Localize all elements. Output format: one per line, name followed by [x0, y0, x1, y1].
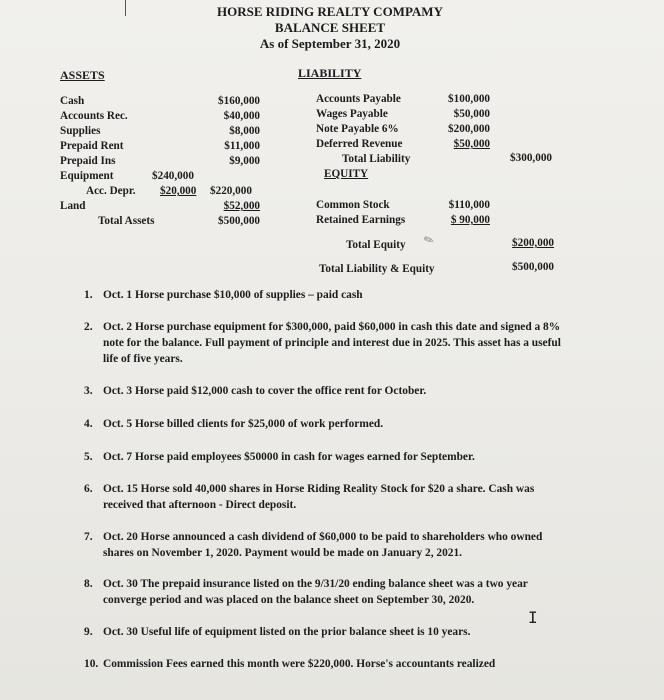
equipment-label: Equipment — [60, 170, 114, 182]
total-liability-equity-label: Total Liability & Equity — [319, 263, 435, 275]
total-liability-label: Total Liability — [342, 153, 411, 165]
common-stock-value: $110,000 — [448, 199, 490, 211]
acc-depr-value: $20,000 — [160, 185, 197, 197]
land-value: $52,000 — [223, 200, 260, 212]
pencil-icon: ✎ — [421, 231, 437, 249]
retained-earnings-value: $ 90,000 — [450, 214, 490, 226]
prepaid-ins-label: Prepaid Ins — [60, 155, 116, 167]
note-value: $200,000 — [448, 123, 490, 135]
retained-earnings-label: Retained Earnings — [316, 214, 406, 226]
prepaid-rent-label: Prepaid Rent — [60, 140, 124, 152]
prepaid-rent-value: $11,000 — [224, 140, 260, 152]
ap-value: $100,000 — [448, 93, 490, 105]
total-equity-label: Total Equity — [346, 239, 406, 251]
total-assets-value: $500,000 — [218, 215, 260, 227]
land-label: Land — [60, 200, 86, 212]
wages-label: Wages Payable — [316, 108, 388, 120]
supplies-value: $8,000 — [229, 125, 260, 137]
statement-date: As of September 31, 2020 — [259, 36, 401, 51]
note-label: Note Payable 6% — [316, 123, 399, 135]
company-name: HORSE RIDING REALTY COMPAMY — [217, 4, 443, 19]
ar-label: Accounts Rec. — [60, 110, 128, 122]
equipment-value: $240,000 — [152, 170, 194, 182]
common-stock-label: Common Stock — [316, 199, 390, 211]
cash-label: Cash — [60, 95, 85, 107]
text-cursor-icon: I — [528, 608, 538, 627]
assets-heading: ASSETS — [60, 68, 105, 82]
total-equity-value: $200,000 — [512, 237, 554, 249]
liability-heading: LIABILITY — [298, 66, 362, 80]
wages-value: $50,000 — [453, 108, 490, 120]
deferred-label: Deferred Revenue — [316, 138, 403, 150]
ap-label: Accounts Payable — [316, 93, 401, 105]
equity-heading: EQUITY — [324, 168, 369, 180]
total-liability-equity-value: $500,000 — [512, 261, 554, 273]
total-liability-value: $300,000 — [510, 152, 552, 164]
prepaid-ins-value: $9,000 — [229, 155, 260, 167]
deferred-value: $50,000 — [453, 138, 490, 150]
cash-value: $160,000 — [218, 95, 260, 107]
document-page: HORSE RIDING REALTY COMPAMY BALANCE SHEET As of September 31, 2020 ASSETS LIABILITY Cash Accounts Rec. Supplies Prepaid Rent Prepaid Ins Equipment Acc. Depr. Land Total Assets $160,000 $40,000 $8,000 $11,000 $9,000 $240,000 $20,000 $220,000 $52,000 $500,000 Accounts Payable Wages Payable Note Payable 6% Deferred Revenue Total Liability EQUITY $100,000 $50,000 $200,000 $50,000 $300,000 Common Stock Retained Earnings $110,000 $ 90,000 ✎ Total Equity $200,000 Total Liability & Equity $500,000 1. Oct. 1 Horse purchase $10,000 of supplies – paid cash 2. Oct. 2 Horse purchase equipment for $300,000, paid $60,000 in cash this date and signed a 8% note for the balance. Full payment of principle and interest due in 2025. This asset has a useful life of five years. 3. Oct. 3 Horse paid $12,000 cash to cover the office rent for October. 4. Oct. 5 Horse billed clients for $25,000 of work performed. 5. Oct. 7 Horse paid employees $50000 in cash for wages earned for September. 6. Oct. 15 Horse sold 40,000 shares in Horse Riding Reality Stock for $20 a share. Cash was received that afternoon - Direct deposit. 7. Oct. 20 Horse announced a cash dividend of $60,000 to be paid to shareholders who owned shares on November 1, 2020. Payment would be made on January 2, 2021. 8. Oct. 30 The prepaid insurance listed on the 9/31/20 ending balance sheet was a two year converge period and was placed on the balance sheet on September 30, 2020. 9. Oct. 30 Useful life of equipment listed on the prior balance sheet is 10 years. 10. Commission Fees earned this month were $220,000. Horse's accountants realized I — [0, 0, 664, 700]
supplies-label: Supplies — [60, 125, 101, 137]
statement-title: BALANCE SHEET — [274, 20, 386, 35]
ar-value: $40,000 — [223, 110, 260, 122]
total-assets-label: Total Assets — [98, 215, 155, 227]
page-edge-line — [125, 0, 126, 16]
acc-depr-label: Acc. Depr. — [86, 185, 136, 197]
equipment-net-value: $220,000 — [210, 185, 252, 197]
